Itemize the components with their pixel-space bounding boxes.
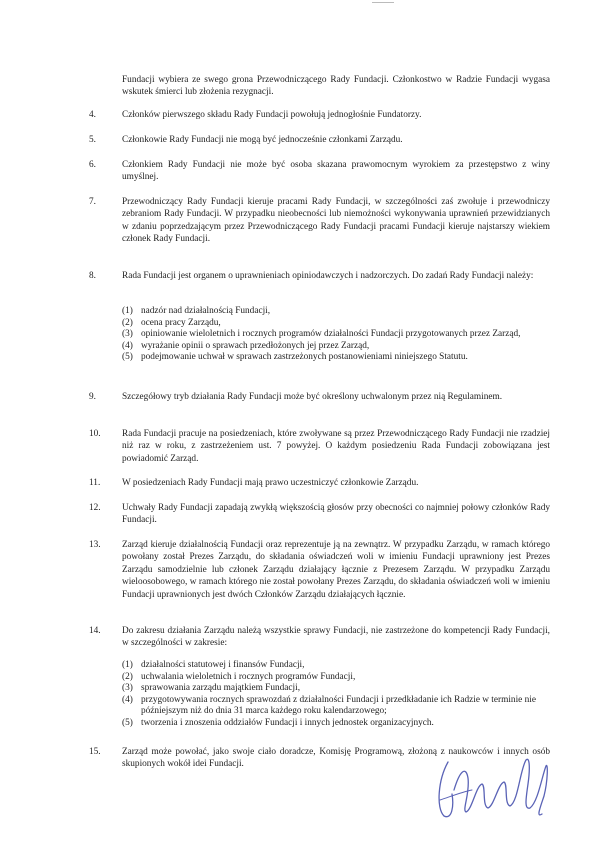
continuation-paragraph: Fundacji wybiera ze swego grona Przewodniczącego Rady Fundacji. Członkostwo w Radzie Fundacji wygasa wskutek śmierci lub złożenia rezygnacji. <box>122 75 550 98</box>
list-item-text: ocena pracy Zarządu, <box>141 317 221 328</box>
list-item <box>122 672 550 684</box>
list-item-text: uchwalania wieloletnich i rocznych programów Fundacji, <box>141 671 356 682</box>
list-board-scope <box>122 660 550 730</box>
list-item <box>122 318 550 330</box>
list-item-text: działalności statutowej i finansów Fundacji, <box>141 660 305 670</box>
paragraph-11: W posiedzeniach Rady Fundacji mają prawo uczestniczyć członkowie Zarządu. <box>122 478 419 488</box>
paragraph-number-5: 5. <box>89 135 96 145</box>
paragraph-4: Członków pierwszego składu Rady Fundacji powołują jednogłośnie Fundatorzy. <box>122 110 422 120</box>
paragraph-6: Członkiem Rady Fundacji nie może być osoba skazana prawomocnym wyrokiem za przestępstwo z winy umyślnej. <box>122 160 550 183</box>
list-item <box>122 683 550 695</box>
paragraph-number-6: 6. <box>89 160 96 170</box>
list-item-marker: (1) <box>122 306 133 316</box>
paragraph-15: Zarząd może powołać, jako swoje ciało doradcze, Komisję Programową, złożoną z naukowców i innych osób skupionych wokół idei Fundacji. <box>122 747 550 770</box>
paragraph-14: Do zakresu działania Zarządu należą wszystkie sprawy Fundacji, nie zastrzeżone do kompetencji Rady Fundacji, w szczególności w zakresie: <box>122 626 550 649</box>
paragraph-5: Członkowie Rady Fundacji nie mogą być jednocześnie członkami Zarządu. <box>122 135 403 145</box>
list-item-marker: (1) <box>122 660 133 670</box>
list-item <box>122 695 550 718</box>
paragraph-number-9: 9. <box>89 392 96 402</box>
paragraph-number-15: 15. <box>89 747 101 757</box>
list-item-marker: (2) <box>122 317 133 328</box>
list-item-text: nadzór nad działalnością Fundacji, <box>141 306 271 316</box>
paragraph-number-8: 8. <box>89 271 96 281</box>
paragraph-10: Rada Fundacji pracuje na posiedzeniach, które zwoływane są przez Przewodniczącego Rady Fundacji nie rzadziej niż raz w roku, z zastrzeżeniem ust. 7 powyżej. O każdym posiedzeniu Rada Fundacji zobowiązana jest powiadomić Zarząd. <box>122 429 550 464</box>
list-item-marker: (2) <box>122 671 133 682</box>
paragraph-9: Szczegółowy tryb działania Rady Fundacji może być określony uchwalonym przez nią Regulaminem. <box>122 392 503 402</box>
list-item <box>122 306 550 318</box>
paragraph-number-12: 12. <box>89 503 101 513</box>
paragraph-number-7: 7. <box>89 197 96 207</box>
list-item <box>122 341 550 353</box>
list-item-marker: (4) <box>122 694 133 705</box>
list-item-text: tworzenia i znoszenia oddziałów Fundacji i innych jednostek organizacyjnych. <box>141 717 434 728</box>
list-item <box>122 718 550 730</box>
list-item-text: przygotowywania rocznych sprawozdań z działalności Fundacji i przedkładanie ich Radzie w terminie nie późniejszym niż do dnia 31 marca każdego roku kalendarzowego; <box>141 694 536 717</box>
list-item <box>122 352 550 364</box>
list-item-text: podejmowanie uchwał w sprawach zastrzeżonych postanowieniami niniejszego Statutu. <box>141 352 468 363</box>
list-item-text: opiniowanie wieloletnich i rocznych programów działalności Fundacji przygotowanych przez Zarząd, <box>141 329 521 340</box>
paragraph-number-4: 4. <box>89 110 96 120</box>
list-item-marker: (3) <box>122 329 133 340</box>
list-item-marker: (5) <box>122 717 133 728</box>
paragraph-number-10: 10. <box>89 429 101 439</box>
paragraph-13: Zarząd kieruje działalnością Fundacji oraz reprezentuje ją na zewnątrz. W przypadku Zarządu, w ramach którego powołany został Prezes Zarządu, do składania oświadczeń woli w imieniu Fundacji uprawniony jest Prezes Zarządu samodzielnie lub członek Zarządu działający łącznie z Prezesem Zarządu. W przypadku Zarządu wieloosobowego, w ramach którego nie został powołany Prezes Zarządu, do składania oświadczeń woli w imieniu Fundacji uprawnionych jest dwóch Członków Zarządu działających łącznie. <box>122 540 550 600</box>
list-item-marker: (4) <box>122 340 133 351</box>
list-item <box>122 329 550 341</box>
paragraph-12: Uchwały Rady Fundacji zapadają zwykłą większością głosów przy obecności co najmniej połowy członków Rady Fundacji. <box>122 503 550 526</box>
list-item-marker: (3) <box>122 683 133 694</box>
list-item-text: wyrażanie opinii o sprawach przedłożonych jej przez Zarząd, <box>141 340 370 351</box>
list-council-duties <box>122 306 550 364</box>
paragraph-7: Przewodniczący Rady Fundacji kieruje pracami Rady Fundacji, w szczególności zaś zwołuje i przewodniczy zebraniom Rady Fundacji. W przypadku nieobecności lub niemożności wykonywania uprawnień przewidzianych w zdaniu poprzedzającym przez Przewodniczącego Rady Fundacji pracami Fundacji kieruje najstarszy wiekiem członek Rady Fundacji. <box>122 197 550 245</box>
handwritten-signature <box>432 750 554 830</box>
list-item <box>122 660 550 672</box>
scan-mark <box>372 2 394 3</box>
paragraph-8: Rada Fundacji jest organem o uprawnieniach opiniodawczych i nadzorczych. Do zadań Rady Fundacji należy: <box>122 271 534 281</box>
list-item-text: sprawowania zarządu majątkiem Fundacji, <box>141 683 301 694</box>
paragraph-number-13: 13. <box>89 540 101 550</box>
paragraph-number-11: 11. <box>89 478 101 488</box>
paragraph-number-14: 14. <box>89 626 101 636</box>
list-item-marker: (5) <box>122 352 133 363</box>
